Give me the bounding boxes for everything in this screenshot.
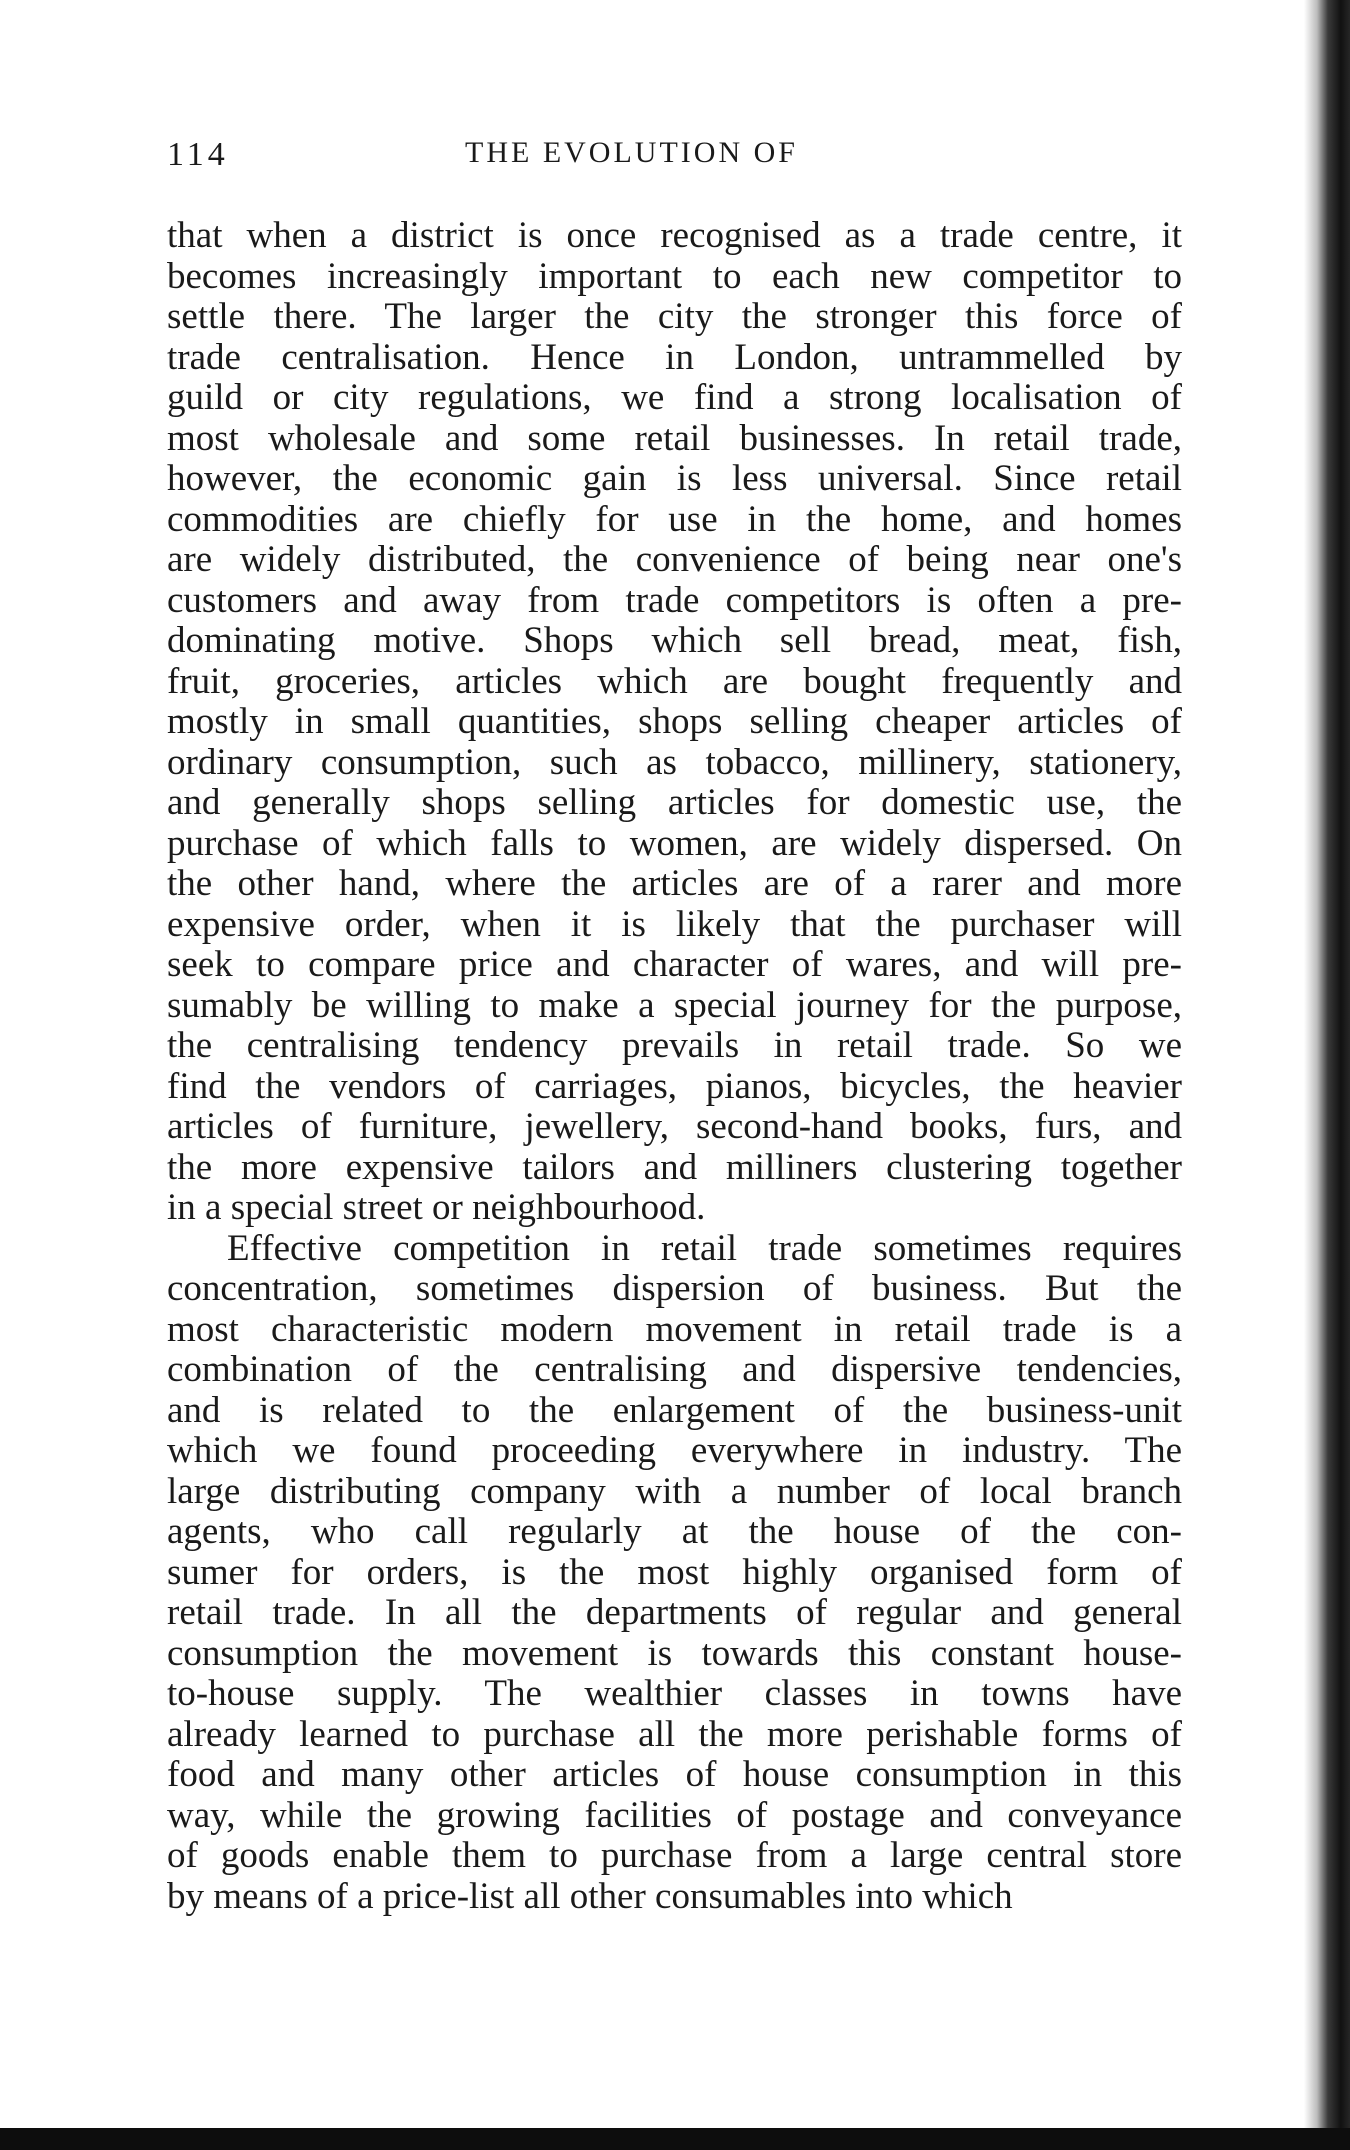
text-line: and generally shops selling articles for domestic use, the: [167, 783, 1182, 823]
text-line: find the vendors of carriages, pianos, bicycles, the heavier: [167, 1066, 1182, 1107]
text-line: most characteristic modern movement in retail trade is a: [167, 1309, 1182, 1350]
text-line: large distributing company with a number of local branch: [167, 1471, 1182, 1512]
page-header: [0, 136, 1350, 180]
text-line: the centralising tendency prevails in retail trade. So we: [167, 1026, 1182, 1066]
text-line: and is related to the enlargement of the business-unit: [167, 1390, 1182, 1431]
text-line: concentration, sometimes dispersion of business. But the: [167, 1269, 1182, 1309]
scan-bottom-edge: [0, 2128, 1350, 2150]
text-line: the other hand, where the articles are of a rarer and more: [167, 864, 1182, 904]
text-line: purchase of which falls to women, are widely dispersed. On: [167, 823, 1182, 864]
text-line: retail trade. In all the departments of regular and general: [167, 1593, 1182, 1633]
text-line: consumption the movement is towards this constant house-: [167, 1633, 1182, 1674]
text-line: customers and away from trade competitors is often a pre-: [167, 580, 1182, 621]
text-line: by means of a price-list all other consumables into which: [167, 1876, 1013, 1917]
text-line: food and many other articles of house consumption in this: [167, 1755, 1182, 1795]
book-edge-shadow: [1304, 0, 1350, 2150]
text-line: however, the economic gain is less universal. Since retail: [167, 459, 1182, 499]
paragraph-2: [167, 1229, 1182, 1918]
text-line: that when a district is once recognised as a trade centre, it: [167, 216, 1182, 256]
running-title: THE EVOLUTION OF: [465, 136, 798, 169]
text-line: agents, who call regularly at the house of the con-: [167, 1512, 1182, 1552]
text-line: to-house supply. The wealthier classes in towns have: [167, 1674, 1182, 1714]
text-line: are widely distributed, the convenience of being near one's: [167, 540, 1182, 580]
text-line: the more expensive tailors and milliners clustering together: [167, 1147, 1182, 1188]
body-text: [167, 216, 1182, 1917]
text-line: which we found proceeding everywhere in industry. The: [167, 1431, 1182, 1471]
text-line: combination of the centralising and dispersive tendencies,: [167, 1350, 1182, 1390]
text-line: sumably be willing to make a special journey for the purpose,: [167, 985, 1182, 1026]
page-number: 114: [167, 136, 229, 173]
text-line: becomes increasingly important to each new competitor to: [167, 256, 1182, 297]
text-line: commodities are chiefly for use in the home, and homes: [167, 499, 1182, 540]
text-line: articles of furniture, jewellery, second-hand books, furs, and: [167, 1107, 1182, 1147]
paragraph-1: [167, 216, 1182, 1229]
text-line: Effective competition in retail trade sometimes requires: [227, 1228, 1182, 1269]
text-line: expensive order, when it is likely that the purchaser will: [167, 904, 1182, 945]
text-line: settle there. The larger the city the stronger this force of: [167, 297, 1182, 337]
text-line: way, while the growing facilities of postage and conveyance: [167, 1795, 1182, 1836]
text-line: trade centralisation. Hence in London, untrammelled by: [167, 337, 1182, 378]
text-line: seek to compare price and character of wares, and will pre-: [167, 945, 1182, 985]
text-line: fruit, groceries, articles which are bought frequently and: [167, 661, 1182, 702]
text-line: most wholesale and some retail businesses. In retail trade,: [167, 418, 1182, 459]
text-line: ordinary consumption, such as tobacco, millinery, stationery,: [167, 742, 1182, 783]
text-line: sumer for orders, is the most highly organised form of: [167, 1552, 1182, 1593]
text-line: dominating motive. Shops which sell bread, meat, fish,: [167, 621, 1182, 661]
text-line: already learned to purchase all the more perishable forms of: [167, 1714, 1182, 1755]
text-line: of goods enable them to purchase from a large central store: [167, 1836, 1182, 1876]
text-line: in a special street or neighbourhood.: [167, 1188, 706, 1228]
text-line: mostly in small quantities, shops selling cheaper articles of: [167, 702, 1182, 742]
text-line: guild or city regulations, we find a strong localisation of: [167, 378, 1182, 418]
